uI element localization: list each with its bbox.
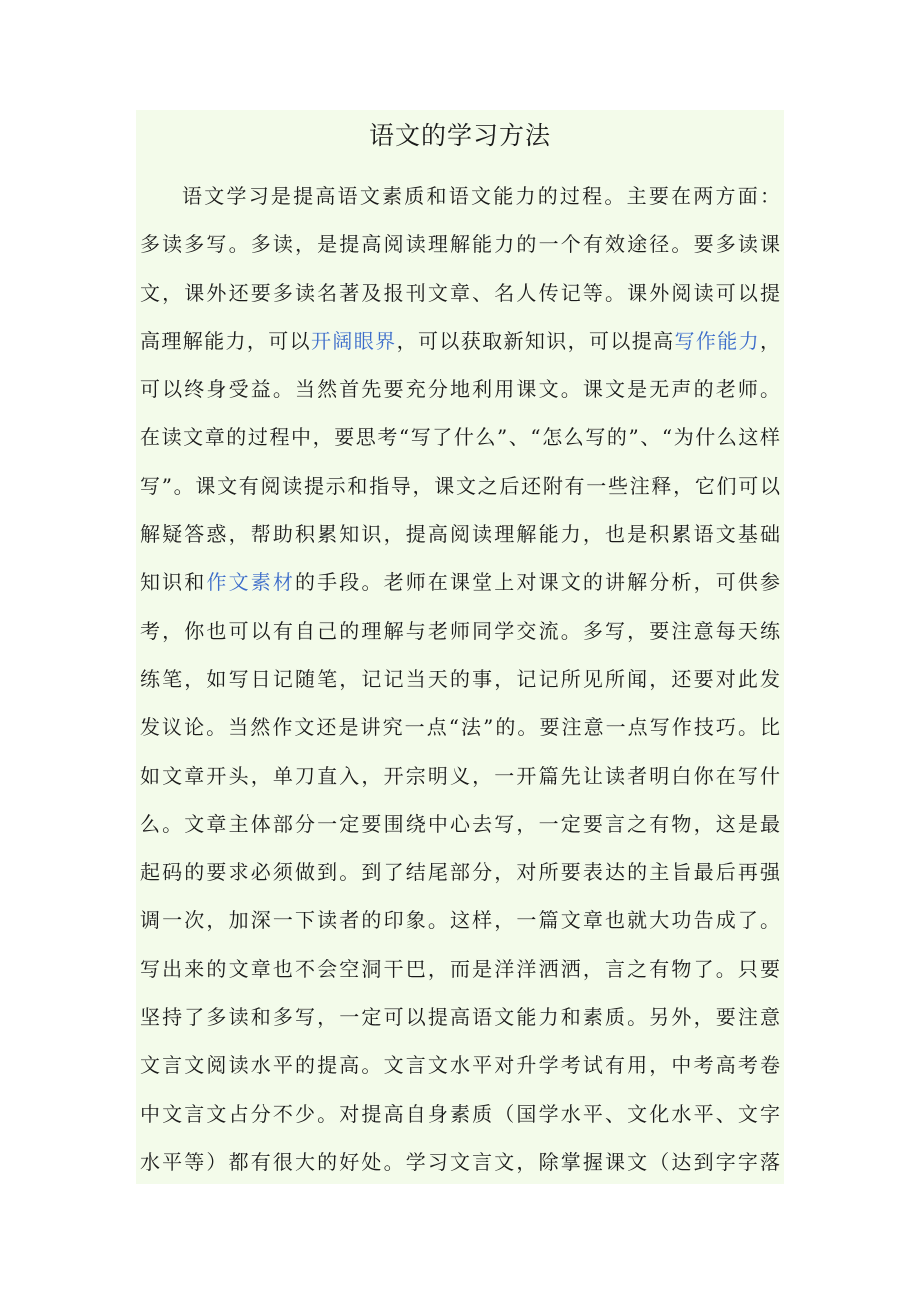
text-segment: 在读文章的过程中，要思考“写了什么”、“怎么写的”、“为什么这样 [140,425,780,450]
text-line [140,269,780,317]
text-segment: 起码的要求必须做到。到了结尾部分，对所要表达的主旨最后再强 [140,860,780,885]
text-line [140,365,780,413]
text-line [140,752,780,800]
text-segment: 写”。课文有阅读提示和指导，课文之后还附有一些注释，它们可以 [140,473,780,498]
text-segment: 坚持了多读和多写，一定可以提高语文能力和素质。另外，要注意 [140,1005,780,1030]
text-line [140,800,780,848]
text-segment: 调一次，加深一下读者的印象。这样，一篇文章也就大功告成了。 [140,908,780,933]
document-title: 语文的学习方法 [368,121,551,150]
document-body [140,172,780,1186]
link-writing-ability[interactable]: 写作能力 [674,328,761,353]
text-line [140,510,780,558]
text-segment: 语文学习是提高语文素质和语文能力的过程。主要在两方面： [182,184,780,208]
text-segment: 练笔，如写日记随笔，记记当天的事，记记所见所闻，还要对此发 [140,666,780,691]
text-segment: 中文言文占分不少。对提高自身素质（国学水平、文化水平、文字 [140,1101,780,1126]
text-line [140,1138,780,1186]
text-segment: 解疑答惑，帮助积累知识，提高阅读理解能力，也是积累语文基础 [140,522,780,547]
text-line [140,896,780,944]
text-segment: ，可以获取新知识，可以提高 [396,328,675,353]
link-broaden-horizons[interactable]: 开阔眼界 [311,328,397,353]
text-segment: 的手段。老师在课堂上对课文的讲解分析，可供参 [295,570,781,595]
text-line [140,1090,780,1138]
text-segment: 多读多写。多读，是提高阅读理解能力的一个有效途径。要多读课 [140,232,780,257]
text-segment: 发议论。当然作文还是讲究一点“法”的。要注意一点写作技巧。比 [140,715,780,740]
text-segment: 文言文阅读水平的提高。文言文水平对升学考试有用，中考高考卷 [140,1053,780,1078]
text-segment: 如文章开头，单刀直入，开宗明义，一开篇先让读者明白你在写什 [140,763,780,788]
text-segment: 么。文章主体部分一定要围绕中心去写，一定要言之有物，这是最 [140,811,780,836]
text-segment: 可以终身受益。当然首先要充分地利用课文。课文是无声的老师。 [140,377,780,402]
text-segment: 水平等）都有很大的好处。学习文言文，除掌握课文（达到字字落 [140,1149,780,1174]
text-segment: 知识和 [140,570,207,595]
text-segment: ， [760,328,781,353]
text-line [140,993,780,1041]
link-writing-material[interactable]: 作文素材 [206,570,296,595]
text-line [140,558,780,606]
text-line [140,172,780,220]
text-line [140,317,780,365]
text-segment: 写出来的文章也不会空洞干巴，而是洋洋洒洒，言之有物了。只要 [140,956,780,981]
text-line [140,703,780,751]
text-line [140,220,780,268]
text-line [140,848,780,896]
text-segment: 文，课外还要多读名著及报刊文章、名人传记等。课外阅读可以提 [140,280,780,305]
text-line [140,1041,780,1089]
text-segment: 考，你也可以有自己的理解与老师同学交流。多写，要注意每天练 [140,618,780,643]
text-line [140,462,780,510]
text-line [140,655,780,703]
text-segment: 高理解能力，可以 [140,328,312,353]
text-line [140,413,780,461]
text-line [140,945,780,993]
text-line [140,607,780,655]
